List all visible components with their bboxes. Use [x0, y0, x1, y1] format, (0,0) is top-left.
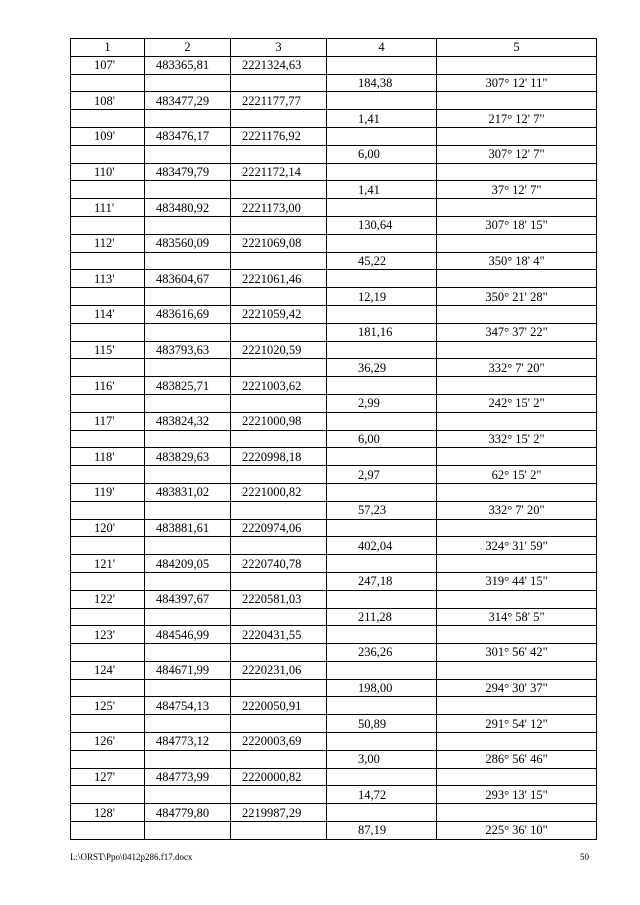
cell-x-coordinate	[145, 786, 231, 804]
cell-distance	[327, 305, 437, 323]
table-row	[71, 127, 597, 145]
cell-x-coordinate	[145, 74, 231, 92]
cell-x-coordinate	[145, 537, 231, 555]
cell-bearing: 217° 12' 7"	[437, 110, 597, 128]
cell-x-coordinate	[145, 608, 231, 626]
cell-y-coordinate	[231, 394, 327, 412]
table-row	[71, 537, 597, 555]
footer-page-number: 50	[580, 852, 589, 862]
cell-point-id	[71, 216, 145, 234]
table-row	[71, 786, 597, 804]
cell-bearing: 291° 54' 12"	[437, 715, 597, 733]
cell-y-coordinate: 2221176,92	[231, 127, 327, 145]
table-body	[71, 56, 597, 839]
table-row	[71, 305, 597, 323]
cell-point-id	[71, 252, 145, 270]
cell-point-id	[71, 608, 145, 626]
cell-bearing: 314° 58' 5"	[437, 608, 597, 626]
cell-x-coordinate: 484779,80	[145, 804, 231, 822]
cell-x-coordinate: 484773,99	[145, 768, 231, 786]
table-row	[71, 750, 597, 768]
cell-point-id: 116'	[71, 377, 145, 395]
cell-distance	[327, 341, 437, 359]
cell-y-coordinate	[231, 430, 327, 448]
table-row	[71, 822, 597, 840]
cell-x-coordinate: 483793,63	[145, 341, 231, 359]
cell-y-coordinate: 2221020,59	[231, 341, 327, 359]
table-row	[71, 733, 597, 751]
cell-y-coordinate	[231, 216, 327, 234]
cell-distance	[327, 270, 437, 288]
cell-x-coordinate	[145, 750, 231, 768]
cell-bearing	[437, 377, 597, 395]
cell-distance	[327, 697, 437, 715]
table-row	[71, 804, 597, 822]
table-row	[71, 679, 597, 697]
cell-y-coordinate: 2220431,55	[231, 626, 327, 644]
cell-x-coordinate	[145, 181, 231, 199]
cell-bearing	[437, 270, 597, 288]
cell-y-coordinate	[231, 572, 327, 590]
cell-point-id: 107'	[71, 56, 145, 74]
cell-distance: 1,41	[327, 110, 437, 128]
cell-bearing: 225° 36' 10"	[437, 822, 597, 840]
cell-bearing: 307° 12' 7"	[437, 145, 597, 163]
cell-x-coordinate: 484671,99	[145, 661, 231, 679]
coordinates-table	[70, 38, 597, 840]
cell-point-id	[71, 430, 145, 448]
cell-distance	[327, 234, 437, 252]
cell-x-coordinate: 483476,17	[145, 127, 231, 145]
table-row	[71, 92, 597, 110]
cell-distance	[327, 519, 437, 537]
cell-bearing: 286° 56' 46"	[437, 750, 597, 768]
table-row	[71, 359, 597, 377]
cell-distance: 2,97	[327, 466, 437, 484]
table-row	[71, 483, 597, 501]
cell-bearing	[437, 305, 597, 323]
cell-point-id: 109'	[71, 127, 145, 145]
table-row	[71, 199, 597, 217]
table-row	[71, 572, 597, 590]
cell-distance: 14,72	[327, 786, 437, 804]
cell-y-coordinate	[231, 252, 327, 270]
cell-distance: 236,26	[327, 644, 437, 662]
cell-distance: 87,19	[327, 822, 437, 840]
cell-y-coordinate	[231, 537, 327, 555]
table-row	[71, 270, 597, 288]
table-row	[71, 661, 597, 679]
cell-point-id	[71, 679, 145, 697]
cell-x-coordinate: 484754,13	[145, 697, 231, 715]
cell-bearing: 350° 18' 4"	[437, 252, 597, 270]
cell-point-id	[71, 786, 145, 804]
table-header-row	[71, 39, 597, 57]
cell-point-id	[71, 145, 145, 163]
cell-x-coordinate	[145, 822, 231, 840]
cell-y-coordinate	[231, 715, 327, 733]
cell-distance	[327, 555, 437, 573]
cell-point-id	[71, 822, 145, 840]
cell-y-coordinate	[231, 644, 327, 662]
cell-x-coordinate: 483604,67	[145, 270, 231, 288]
cell-y-coordinate: 2220231,06	[231, 661, 327, 679]
cell-distance: 6,00	[327, 430, 437, 448]
cell-distance	[327, 448, 437, 466]
cell-distance: 130,64	[327, 216, 437, 234]
cell-distance	[327, 626, 437, 644]
cell-point-id: 128'	[71, 804, 145, 822]
cell-y-coordinate: 2220974,06	[231, 519, 327, 537]
cell-x-coordinate: 483616,69	[145, 305, 231, 323]
cell-x-coordinate	[145, 216, 231, 234]
cell-bearing: 324° 31' 59"	[437, 537, 597, 555]
table-row	[71, 644, 597, 662]
cell-distance: 2,99	[327, 394, 437, 412]
cell-point-id	[71, 572, 145, 590]
cell-y-coordinate: 2221172,14	[231, 163, 327, 181]
cell-point-id	[71, 644, 145, 662]
cell-bearing	[437, 199, 597, 217]
cell-bearing	[437, 519, 597, 537]
cell-y-coordinate: 2221173,00	[231, 199, 327, 217]
cell-y-coordinate	[231, 679, 327, 697]
cell-x-coordinate	[145, 715, 231, 733]
cell-bearing	[437, 56, 597, 74]
cell-x-coordinate	[145, 145, 231, 163]
cell-x-coordinate: 484546,99	[145, 626, 231, 644]
cell-point-id: 108'	[71, 92, 145, 110]
cell-bearing: 301° 56' 42"	[437, 644, 597, 662]
cell-distance	[327, 199, 437, 217]
cell-x-coordinate	[145, 288, 231, 306]
table-row	[71, 501, 597, 519]
cell-bearing	[437, 733, 597, 751]
cell-distance	[327, 590, 437, 608]
cell-y-coordinate: 2221000,82	[231, 483, 327, 501]
cell-distance: 45,22	[327, 252, 437, 270]
cell-distance	[327, 412, 437, 430]
table-row	[71, 74, 597, 92]
cell-x-coordinate: 483480,92	[145, 199, 231, 217]
cell-bearing: 332° 7' 20"	[437, 501, 597, 519]
cell-distance: 181,16	[327, 323, 437, 341]
cell-distance	[327, 804, 437, 822]
table-row	[71, 768, 597, 786]
cell-x-coordinate	[145, 644, 231, 662]
cell-y-coordinate: 2221177,77	[231, 92, 327, 110]
cell-x-coordinate: 483824,32	[145, 412, 231, 430]
table-row	[71, 394, 597, 412]
cell-x-coordinate: 483825,71	[145, 377, 231, 395]
cell-bearing	[437, 127, 597, 145]
cell-x-coordinate	[145, 110, 231, 128]
table-row	[71, 145, 597, 163]
cell-y-coordinate: 2220000,82	[231, 768, 327, 786]
cell-point-id	[71, 110, 145, 128]
cell-point-id	[71, 537, 145, 555]
cell-y-coordinate: 2221324,63	[231, 56, 327, 74]
cell-bearing: 37° 12' 7"	[437, 181, 597, 199]
cell-bearing	[437, 555, 597, 573]
cell-bearing	[437, 341, 597, 359]
cell-point-id: 120'	[71, 519, 145, 537]
cell-distance	[327, 92, 437, 110]
cell-point-id	[71, 181, 145, 199]
cell-bearing: 307° 18' 15"	[437, 216, 597, 234]
cell-y-coordinate	[231, 822, 327, 840]
cell-x-coordinate	[145, 394, 231, 412]
cell-x-coordinate: 483831,02	[145, 483, 231, 501]
cell-y-coordinate: 2220740,78	[231, 555, 327, 573]
cell-bearing: 294° 30' 37"	[437, 679, 597, 697]
cell-y-coordinate: 2220998,18	[231, 448, 327, 466]
cell-x-coordinate: 483881,61	[145, 519, 231, 537]
cell-distance	[327, 768, 437, 786]
cell-x-coordinate: 484397,67	[145, 590, 231, 608]
table-row	[71, 377, 597, 395]
cell-bearing	[437, 163, 597, 181]
table-row	[71, 590, 597, 608]
cell-distance: 198,00	[327, 679, 437, 697]
cell-y-coordinate	[231, 74, 327, 92]
cell-bearing	[437, 626, 597, 644]
cell-distance: 184,38	[327, 74, 437, 92]
table-row	[71, 519, 597, 537]
cell-point-id: 118'	[71, 448, 145, 466]
cell-point-id: 115'	[71, 341, 145, 359]
cell-x-coordinate	[145, 430, 231, 448]
cell-bearing: 332° 7' 20"	[437, 359, 597, 377]
cell-point-id	[71, 394, 145, 412]
cell-y-coordinate: 2221069,08	[231, 234, 327, 252]
cell-point-id	[71, 715, 145, 733]
cell-bearing: 350° 21' 28"	[437, 288, 597, 306]
cell-y-coordinate	[231, 750, 327, 768]
cell-y-coordinate	[231, 786, 327, 804]
cell-point-id: 121'	[71, 555, 145, 573]
cell-y-coordinate: 2219987,29	[231, 804, 327, 822]
table-row	[71, 555, 597, 573]
cell-y-coordinate	[231, 181, 327, 199]
cell-point-id: 113'	[71, 270, 145, 288]
cell-point-id: 117'	[71, 412, 145, 430]
cell-distance: 36,29	[327, 359, 437, 377]
table-row	[71, 341, 597, 359]
cell-x-coordinate: 483560,09	[145, 234, 231, 252]
cell-point-id: 125'	[71, 697, 145, 715]
table-row	[71, 181, 597, 199]
cell-bearing: 242° 15' 2"	[437, 394, 597, 412]
cell-distance	[327, 163, 437, 181]
cell-x-coordinate	[145, 323, 231, 341]
table-row	[71, 216, 597, 234]
cell-x-coordinate: 483477,29	[145, 92, 231, 110]
table-row	[71, 448, 597, 466]
cell-bearing	[437, 448, 597, 466]
cell-point-id: 112'	[71, 234, 145, 252]
column-header-5: 5	[437, 39, 597, 57]
cell-bearing: 319° 44' 15"	[437, 572, 597, 590]
cell-x-coordinate: 484773,12	[145, 733, 231, 751]
cell-point-id	[71, 750, 145, 768]
table-row	[71, 234, 597, 252]
cell-y-coordinate: 2220581,03	[231, 590, 327, 608]
cell-distance: 3,00	[327, 750, 437, 768]
cell-y-coordinate	[231, 145, 327, 163]
cell-y-coordinate	[231, 501, 327, 519]
cell-distance: 6,00	[327, 145, 437, 163]
cell-bearing	[437, 590, 597, 608]
cell-distance	[327, 127, 437, 145]
cell-point-id: 126'	[71, 733, 145, 751]
cell-point-id: 124'	[71, 661, 145, 679]
cell-x-coordinate	[145, 466, 231, 484]
cell-bearing	[437, 661, 597, 679]
cell-point-id: 114'	[71, 305, 145, 323]
table-row	[71, 56, 597, 74]
cell-point-id: 111'	[71, 199, 145, 217]
cell-bearing	[437, 804, 597, 822]
cell-x-coordinate	[145, 252, 231, 270]
cell-bearing	[437, 412, 597, 430]
table-row	[71, 715, 597, 733]
table-row	[71, 288, 597, 306]
table-row	[71, 608, 597, 626]
cell-y-coordinate: 2221000,98	[231, 412, 327, 430]
table-row	[71, 626, 597, 644]
cell-distance: 57,23	[327, 501, 437, 519]
cell-y-coordinate	[231, 608, 327, 626]
cell-distance	[327, 56, 437, 74]
cell-x-coordinate: 483365,81	[145, 56, 231, 74]
table-row	[71, 412, 597, 430]
cell-x-coordinate: 483479,79	[145, 163, 231, 181]
cell-y-coordinate	[231, 466, 327, 484]
cell-bearing: 293° 13' 15"	[437, 786, 597, 804]
cell-point-id: 123'	[71, 626, 145, 644]
cell-distance: 50,89	[327, 715, 437, 733]
table-row	[71, 163, 597, 181]
cell-distance: 12,19	[327, 288, 437, 306]
column-header-1: 1	[71, 39, 145, 57]
cell-bearing	[437, 768, 597, 786]
cell-y-coordinate	[231, 359, 327, 377]
table-row	[71, 252, 597, 270]
table-row	[71, 697, 597, 715]
cell-distance: 1,41	[327, 181, 437, 199]
table-row	[71, 466, 597, 484]
cell-y-coordinate: 2221059,42	[231, 305, 327, 323]
cell-bearing: 332° 15' 2"	[437, 430, 597, 448]
cell-x-coordinate: 483829,63	[145, 448, 231, 466]
cell-y-coordinate: 2221003,62	[231, 377, 327, 395]
cell-x-coordinate	[145, 501, 231, 519]
cell-y-coordinate	[231, 288, 327, 306]
cell-bearing	[437, 697, 597, 715]
column-header-4: 4	[327, 39, 437, 57]
cell-point-id	[71, 501, 145, 519]
cell-y-coordinate: 2220050,91	[231, 697, 327, 715]
cell-point-id: 127'	[71, 768, 145, 786]
cell-bearing: 307° 12' 11"	[437, 74, 597, 92]
table-row	[71, 430, 597, 448]
cell-x-coordinate	[145, 679, 231, 697]
cell-point-id	[71, 466, 145, 484]
cell-distance: 402,04	[327, 537, 437, 555]
cell-distance	[327, 661, 437, 679]
cell-point-id	[71, 323, 145, 341]
cell-y-coordinate: 2221061,46	[231, 270, 327, 288]
cell-bearing: 62° 15' 2"	[437, 466, 597, 484]
cell-y-coordinate	[231, 323, 327, 341]
cell-point-id: 122'	[71, 590, 145, 608]
cell-point-id: 119'	[71, 483, 145, 501]
cell-point-id	[71, 74, 145, 92]
table-row	[71, 323, 597, 341]
cell-x-coordinate	[145, 572, 231, 590]
cell-point-id	[71, 288, 145, 306]
cell-y-coordinate	[231, 110, 327, 128]
cell-x-coordinate	[145, 359, 231, 377]
cell-distance: 211,28	[327, 608, 437, 626]
cell-point-id: 110'	[71, 163, 145, 181]
cell-bearing	[437, 234, 597, 252]
cell-bearing	[437, 92, 597, 110]
cell-distance	[327, 483, 437, 501]
cell-point-id	[71, 359, 145, 377]
cell-bearing: 347° 37' 22"	[437, 323, 597, 341]
cell-y-coordinate: 2220003,69	[231, 733, 327, 751]
column-header-3: 3	[231, 39, 327, 57]
footer-file-path: L:\ORST\Ppo\0412p286.f17.docx	[70, 852, 193, 862]
cell-bearing	[437, 483, 597, 501]
table-row	[71, 110, 597, 128]
column-header-2: 2	[145, 39, 231, 57]
cell-distance: 247,18	[327, 572, 437, 590]
cell-x-coordinate: 484209,05	[145, 555, 231, 573]
cell-distance	[327, 377, 437, 395]
cell-distance	[327, 733, 437, 751]
